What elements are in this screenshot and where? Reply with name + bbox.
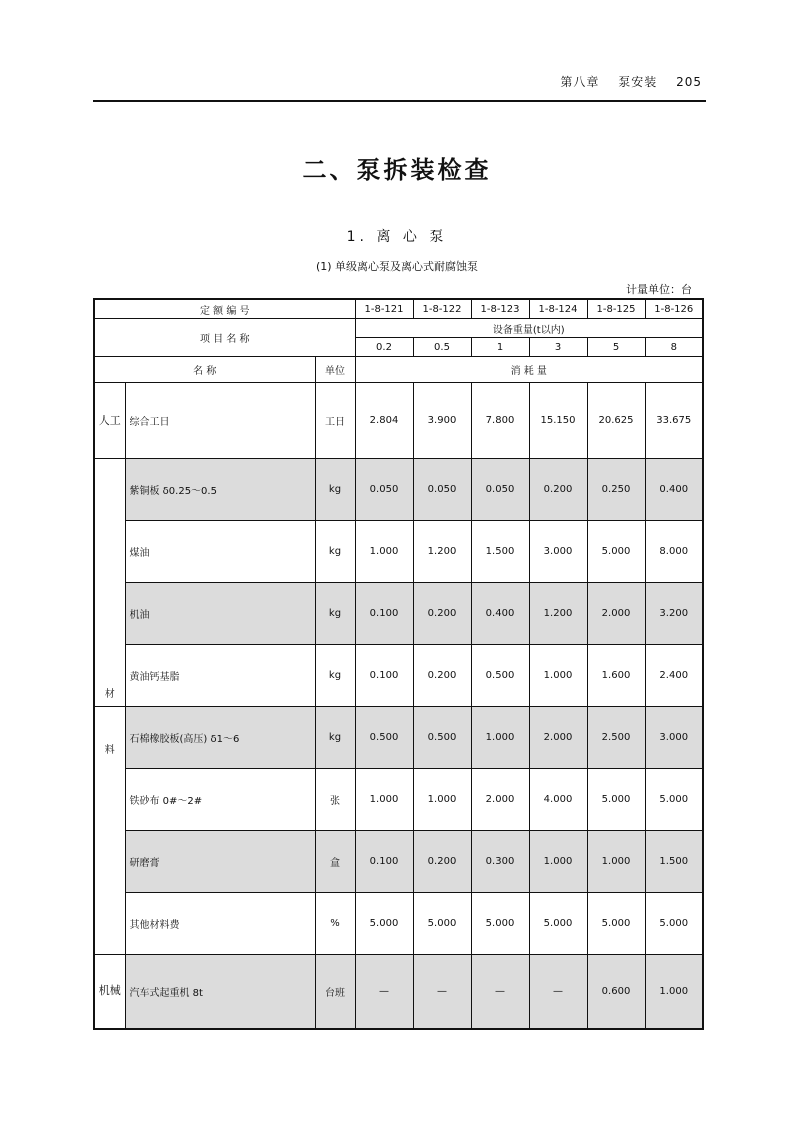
subsection-title: (1) 单级离心泵及离心式耐腐蚀泵 <box>315 260 479 273</box>
value-cell: 0.050 <box>413 459 471 521</box>
value-cell: 5.000 <box>355 893 413 955</box>
value-cell: 0.200 <box>413 831 471 893</box>
value-cell: 5.000 <box>471 893 529 955</box>
weight-cell: 1 <box>471 338 529 357</box>
weight-label: 设备重量(t以内) <box>355 319 703 338</box>
value-cell: 0.500 <box>471 645 529 707</box>
value-cell: 1.200 <box>529 583 587 645</box>
value-cell: — <box>529 955 587 1029</box>
table-row <box>94 893 703 955</box>
value-cell: 2.500 <box>587 707 645 769</box>
value-cell: 2.804 <box>355 383 413 459</box>
value-cell: 5.000 <box>529 893 587 955</box>
value-cell: 1.600 <box>587 645 645 707</box>
value-cell: 1.000 <box>471 707 529 769</box>
value-cell: 0.200 <box>529 459 587 521</box>
row-name: 汽车式起重机 8t <box>125 955 315 1029</box>
weight-cell: 3 <box>529 338 587 357</box>
group-labor: 人工 <box>94 383 125 459</box>
value-cell: 1.000 <box>529 831 587 893</box>
row-name: 紫铜板 δ0.25～0.5 <box>125 459 315 521</box>
value-cell: 1.200 <box>413 521 471 583</box>
consume-header: 消 耗 量 <box>355 357 703 383</box>
value-cell: 1.500 <box>645 831 703 893</box>
row-unit: % <box>315 893 355 955</box>
table-row <box>94 831 703 893</box>
value-cell: 0.100 <box>355 831 413 893</box>
row-name: 其他材料费 <box>125 893 315 955</box>
group-machine: 机械 <box>94 955 125 1029</box>
value-cell: 0.500 <box>413 707 471 769</box>
value-cell: 0.250 <box>587 459 645 521</box>
page-title: 二、泵拆装检查 <box>302 156 492 184</box>
row-unit: kg <box>315 707 355 769</box>
column-header-row <box>94 357 703 383</box>
unit-header: 单位 <box>315 357 355 383</box>
row-unit: kg <box>315 645 355 707</box>
chapter-label: 第八章 <box>560 75 600 89</box>
row-name: 机油 <box>125 583 315 645</box>
table-row <box>94 707 703 769</box>
table-row <box>94 383 703 459</box>
row-name: 综合工日 <box>125 383 315 459</box>
value-cell: 4.000 <box>529 769 587 831</box>
row-unit: 台班 <box>315 955 355 1029</box>
code-cell: 1-8-125 <box>587 299 645 319</box>
value-cell: 33.675 <box>645 383 703 459</box>
value-cell: 0.400 <box>471 583 529 645</box>
value-cell: 7.800 <box>471 383 529 459</box>
value-cell: 1.000 <box>529 645 587 707</box>
value-cell: 5.000 <box>645 769 703 831</box>
value-cell: 20.625 <box>587 383 645 459</box>
value-cell: 5.000 <box>587 769 645 831</box>
value-cell: 5.000 <box>587 893 645 955</box>
value-cell: 8.000 <box>645 521 703 583</box>
table-row <box>94 583 703 645</box>
quota-code-row <box>94 299 703 319</box>
weight-cell: 8 <box>645 338 703 357</box>
page-header <box>546 73 702 90</box>
value-cell: — <box>355 955 413 1029</box>
table-row <box>94 645 703 707</box>
value-cell: 1.000 <box>413 769 471 831</box>
value-cell: 3.200 <box>645 583 703 645</box>
row-unit: kg <box>315 583 355 645</box>
unit-note: 计量单位：台 <box>626 283 692 296</box>
value-cell: 2.000 <box>529 707 587 769</box>
table-row <box>94 459 703 521</box>
row-unit: kg <box>315 459 355 521</box>
value-cell: 0.400 <box>645 459 703 521</box>
value-cell: 1.000 <box>355 769 413 831</box>
name-header: 名 称 <box>94 357 315 383</box>
value-cell: 0.050 <box>355 459 413 521</box>
group-material-bottom: 料 <box>94 707 125 955</box>
value-cell: 0.100 <box>355 645 413 707</box>
code-cell: 1-8-123 <box>471 299 529 319</box>
weight-cell: 0.2 <box>355 338 413 357</box>
row-unit: 盒 <box>315 831 355 893</box>
header-rule <box>93 100 706 102</box>
value-cell: 5.000 <box>587 521 645 583</box>
value-cell: 0.500 <box>355 707 413 769</box>
table-row <box>94 955 703 1029</box>
row-name: 铁砂布 0#～2# <box>125 769 315 831</box>
table-row <box>94 769 703 831</box>
value-cell: 3.000 <box>645 707 703 769</box>
value-cell: 2.400 <box>645 645 703 707</box>
value-cell: 0.100 <box>355 583 413 645</box>
row-name: 研磨膏 <box>125 831 315 893</box>
row-name: 黄油钙基脂 <box>125 645 315 707</box>
value-cell: 3.900 <box>413 383 471 459</box>
value-cell: 2.000 <box>587 583 645 645</box>
value-cell: 5.000 <box>645 893 703 955</box>
page-number: 205 <box>676 75 702 89</box>
value-cell: 0.050 <box>471 459 529 521</box>
code-cell: 1-8-126 <box>645 299 703 319</box>
value-cell: 5.000 <box>413 893 471 955</box>
value-cell: — <box>471 955 529 1029</box>
weight-cell: 0.5 <box>413 338 471 357</box>
item-label: 项 目 名 称 <box>94 319 355 357</box>
row-unit: kg <box>315 521 355 583</box>
value-cell: 15.150 <box>529 383 587 459</box>
row-unit: 工日 <box>315 383 355 459</box>
section-title: 1. 离 心 泵 <box>346 229 448 245</box>
value-cell: 1.500 <box>471 521 529 583</box>
weight-label-row <box>94 319 703 338</box>
value-cell: 1.000 <box>645 955 703 1029</box>
code-cell: 1-8-121 <box>355 299 413 319</box>
value-cell: 0.200 <box>413 583 471 645</box>
table-row <box>94 521 703 583</box>
value-cell: 3.000 <box>529 521 587 583</box>
group-material-top: 材 <box>94 459 125 707</box>
quota-table <box>93 298 704 1030</box>
row-name: 石棉橡胶板(高压) δ1～6 <box>125 707 315 769</box>
section-label: 泵安装 <box>618 75 658 89</box>
value-cell: 2.000 <box>471 769 529 831</box>
value-cell: 0.600 <box>587 955 645 1029</box>
code-cell: 1-8-124 <box>529 299 587 319</box>
value-cell: 1.000 <box>587 831 645 893</box>
value-cell: — <box>413 955 471 1029</box>
value-cell: 1.000 <box>355 521 413 583</box>
code-cell: 1-8-122 <box>413 299 471 319</box>
value-cell: 0.200 <box>413 645 471 707</box>
row-name: 煤油 <box>125 521 315 583</box>
value-cell: 0.300 <box>471 831 529 893</box>
weight-cell: 5 <box>587 338 645 357</box>
row-unit: 张 <box>315 769 355 831</box>
quota-label: 定 额 编 号 <box>94 299 355 319</box>
